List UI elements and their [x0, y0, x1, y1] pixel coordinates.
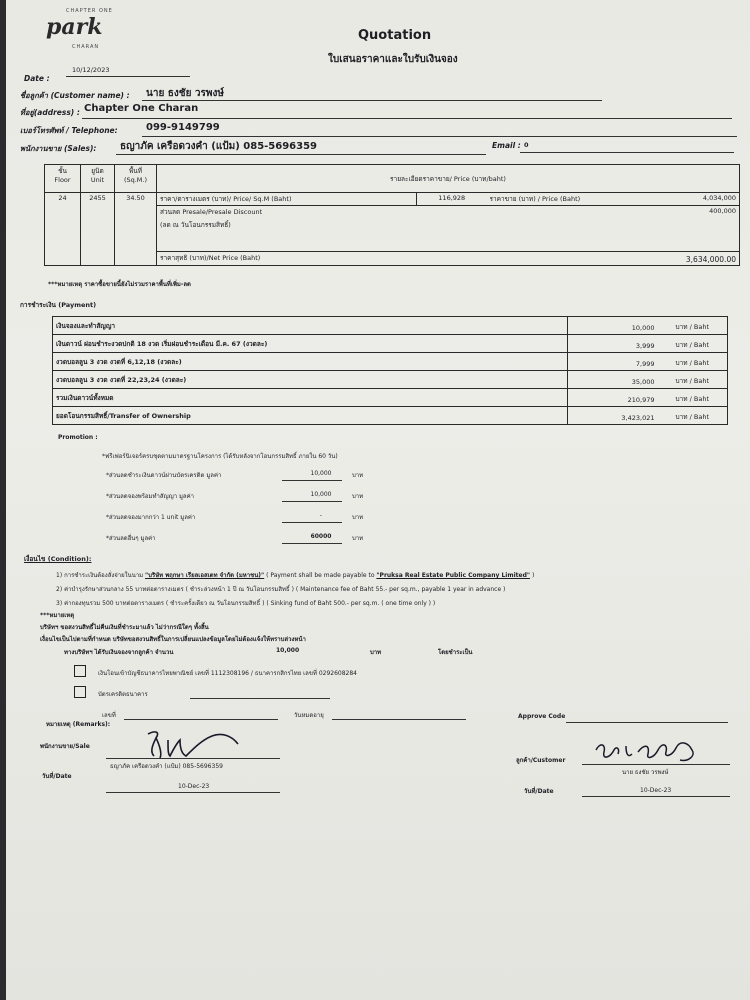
sales-date-line: [106, 792, 280, 793]
date-value: 10/12/2023: [72, 66, 110, 74]
payment-row: [53, 317, 728, 335]
payment-table: [52, 316, 728, 425]
transfer-option-label: เงินโอนเข้าบัญชีธนาคารไทยพาณิชย์ เลขที่ 1112308196 / ธนาคารกสิกรไทย เลขที่ 0292608284: [98, 670, 357, 677]
credit-card-option-label: บัตรเครดิตธนาคาร: [98, 691, 148, 698]
condition-3: 3) ค่ากองทุนรวม 500 บาทต่อตารางเมตร ( ชำระครั้งเดียว ณ วันโอนกรรมสิทธิ์ ) ( Sinking fund of Baht 500.- per sq.m. ( one time only ) ): [56, 600, 436, 607]
condition-1: 1) การชำระเงินต้องสั่งจ่ายในนาม "บริษัท พฤกษา เรียลเอสเตท จำกัด (มหาชน)" ( Payment shall be made payable to "Pruksa Real Estate Public Company Limited" ): [56, 572, 535, 579]
sales-sign-line: [106, 758, 280, 759]
price-cell: [487, 193, 740, 206]
email-underline: [520, 152, 734, 153]
discount-cell: [157, 206, 487, 252]
payment-row: [53, 407, 728, 425]
sales-underline: [116, 154, 486, 155]
expiry-label: วันหมดอายุ: [294, 712, 324, 719]
promotion-item-value: 10,000: [310, 491, 332, 498]
telephone-label: เบอร์โทรศัพท์ / Telephone:: [20, 126, 118, 135]
payment-row-unit: บาท / Baht: [658, 371, 728, 389]
unit-price-table: [44, 164, 740, 266]
promotion-item-label: *ส่วนลดชำระเงินดาวน์ผ่านบัตรเครดิต มูลค่า: [106, 472, 222, 479]
payment-row-amount: 3,423,021: [568, 407, 658, 425]
promotion-item-label: *ส่วนลดจองพร้อมทำสัญญา มูลค่า: [106, 493, 194, 500]
floor-value: 24: [45, 193, 81, 266]
received-label: ทางบริษัทฯ ได้รับเงินจองจากลูกค้า จำนวน: [64, 649, 174, 656]
unit-value: 2455: [81, 193, 115, 266]
email-value: 0: [524, 141, 529, 149]
discount-value: 400,000: [487, 206, 740, 252]
note-heading: ***หมายเหตุ: [40, 612, 75, 619]
sales-sign-name: ธญาภัค เครือดวงคำ (แป้ม) 085-5696359: [110, 763, 223, 770]
sales-signature: [142, 726, 242, 762]
promotion-item-label: *ส่วนลดจองมากกว่า 1 unit มูลค่า: [106, 514, 196, 521]
promotion-item-unit: บาท: [352, 535, 364, 542]
card-number-underline: [124, 719, 278, 720]
approve-code-label: Approve Code: [518, 713, 566, 720]
payment-row-label: รวมเงินดาวน์ทั้งหมด: [53, 389, 568, 407]
promotion-item-unit: บาท: [352, 514, 364, 521]
promotion-item-value: -: [319, 512, 323, 519]
received-value: 10,000: [276, 647, 300, 654]
conditions-heading: เงื่อนไข (Condition):: [24, 555, 92, 563]
paid-by-label: โดยชำระเป็น: [438, 649, 473, 656]
promotion-intro: *ฟรีเฟอร์นิเจอร์ครบชุดตามมาตรฐานโครงการ (ได้รับหลังจากโอนกรรมสิทธิ์ ภายใน 60 วัน): [102, 453, 338, 460]
sales-sign-label: พนักงานขาย/Sale: [40, 743, 90, 750]
credit-card-underline: [190, 698, 330, 699]
payment-row-amount: 7,999: [568, 353, 658, 371]
brand-logo: [36, 8, 116, 50]
promotion-item-underline: [282, 480, 342, 481]
customer-name-label: ชื่อลูกค้า (Customer name) :: [20, 91, 130, 100]
customer-date-line: [582, 796, 730, 797]
area-value: 34.50: [115, 193, 157, 266]
payment-row-amount: 210,979: [568, 389, 658, 407]
promotion-item-underline: [282, 522, 342, 523]
payment-row: [53, 371, 728, 389]
payment-row-amount: 3,999: [568, 335, 658, 353]
price-per-sqm-value: 116,928: [417, 193, 487, 206]
price-per-sqm-label: ราคา/ตารางเมตร (บาท)/ Price/ Sq.M (Baht): [157, 193, 417, 206]
date-underline: [66, 76, 190, 77]
price-detail-header: รายละเอียดราคาขาย/ Price (บาท/baht): [157, 165, 740, 193]
approve-code-underline: [566, 722, 728, 723]
promotion-item-value: 60000: [310, 533, 332, 540]
price-value: 4,034,000: [702, 194, 736, 202]
promotion-item-label: *ส่วนลดอื่นๆ มูลค่า: [106, 535, 156, 542]
payment-row-label: เงินจองและทำสัญญา: [53, 317, 568, 335]
promotion-item-underline: [282, 543, 342, 544]
payment-row-unit: บาท / Baht: [658, 353, 728, 371]
promotion-item-unit: บาท: [352, 472, 364, 479]
customer-underline: [142, 100, 602, 101]
payment-row-amount: 10,000: [568, 317, 658, 335]
address-value: Chapter One Charan: [84, 103, 199, 114]
customer-name-value: นาย ธงชัย วรพงษ์: [146, 88, 224, 99]
address-label: ที่อยู่(address) :: [20, 108, 80, 117]
promotion-item-underline: [282, 501, 342, 502]
discount-label: ส่วนลด Presale/Presale Discount: [160, 208, 263, 216]
payment-row: [53, 353, 728, 371]
promotion-label: Promotion :: [58, 434, 98, 441]
customer-sign-label: ลูกค้า/Customer: [516, 757, 566, 764]
discount-note: (ลด ณ วันโอนกรรมสิทธิ์): [160, 221, 231, 229]
floor-header: ชั้น Floor: [45, 165, 81, 193]
telephone-underline: [142, 136, 737, 137]
condition-2: 2) ค่าบำรุงรักษาส่วนกลาง 55 บาทต่อตารางเมตร ( ชำระล่วงหน้า 1 ปี ณ วันโอนกรรมสิทธิ์ ) ( Maintenance fee of Baht 55.- per sq.m., payable 1 year in advance ): [56, 586, 506, 593]
payment-row-amount: 35,000: [568, 371, 658, 389]
customer-sign-name: นาย ธงชัย วรพงษ์: [622, 769, 669, 776]
price-remark: ***หมายเหตุ ราคาซื้อขายนี้ยังไม่รวมราคาพื้นที่เพิ่ม-ลด: [48, 281, 191, 288]
payment-row-label: เงินดาวน์ ผ่อนชำระงวดปกติ 18 งวด เริ่มผ่อนชำระเดือน มี.ค. 67 (งวดละ): [53, 335, 568, 353]
customer-date-value: 10-Dec-23: [640, 787, 672, 794]
note-2: เงื่อนไขเป็นไปตามที่กำหนด บริษัทขอสงวนสิทธิ์ในการเปลี่ยนแปลงข้อมูลโดยไม่ต้องแจ้งให้ทราบล่วงหน้า: [40, 636, 306, 643]
sales-label: พนักงานขาย (Sales):: [20, 144, 97, 153]
logo-main-text: park: [46, 14, 103, 40]
credit-card-checkbox[interactable]: [74, 686, 86, 698]
card-number-label: เลขที่: [102, 712, 116, 719]
payment-row-label: งวดบอลลูน 3 งวด งวดที่ 6,12,18 (งวดละ): [53, 353, 568, 371]
payment-row-unit: บาท / Baht: [658, 317, 728, 335]
logo-sub-text: CHARAN: [72, 44, 100, 50]
payment-row-unit: บาท / Baht: [658, 389, 728, 407]
email-label: Email :: [492, 141, 521, 150]
note-1: บริษัทฯ ขอสงวนสิทธิ์ไม่คืนเงินที่ชำระมาแล้ว ไม่ว่ากรณีใดๆ ทั้งสิ้น: [40, 624, 209, 631]
customer-sign-line: [582, 764, 730, 765]
promotion-item-value: 10,000: [310, 470, 332, 477]
payment-heading: การชำระเงิน (Payment): [20, 301, 97, 309]
sales-date-label: วันที่/Date: [42, 773, 72, 780]
net-price-label: ราคาสุทธิ (บาท)/Net Price (Baht): [157, 252, 487, 266]
net-price-value: 3,634,000.00: [487, 252, 740, 266]
price-label: ราคาขาย (บาท) / Price (Baht): [489, 195, 581, 203]
promotion-item-unit: บาท: [352, 493, 364, 500]
customer-date-label: วันที่/Date: [524, 788, 554, 795]
payment-row-unit: บาท / Baht: [658, 407, 728, 425]
logo-top-text: CHAPTER ONE: [66, 8, 113, 14]
payment-row-label: ยอดโอนกรรมสิทธิ์/Transfer of Ownership: [53, 407, 568, 425]
remarks-label: หมายเหตุ (Remarks):: [46, 721, 111, 728]
expiry-underline: [332, 719, 466, 720]
area-header: พื้นที่ (Sq.M.): [115, 165, 157, 193]
payment-row-unit: บาท / Baht: [658, 335, 728, 353]
sales-value: ธญาภัค เครือดวงคำ (แป้ม) 085-5696359: [120, 141, 318, 152]
sales-date-value: 10-Dec-23: [178, 783, 210, 790]
customer-signature: [592, 736, 702, 766]
payment-row: [53, 335, 728, 353]
payment-row: [53, 389, 728, 407]
unit-header: ยูนิต Unit: [81, 165, 115, 193]
address-underline: [82, 118, 732, 119]
telephone-value: 099-9149799: [146, 122, 220, 133]
quotation-sheet: [6, 0, 750, 1000]
date-label: Date :: [24, 74, 50, 83]
received-unit: บาท: [370, 649, 382, 656]
transfer-checkbox[interactable]: [74, 665, 86, 677]
document-subtitle: ใบเสนอราคาและใบรับเงินจอง: [328, 54, 458, 65]
payment-row-label: งวดบอลลูน 3 งวด งวดที่ 22,23,24 (งวดละ): [53, 371, 568, 389]
document-title: Quotation: [358, 28, 432, 43]
